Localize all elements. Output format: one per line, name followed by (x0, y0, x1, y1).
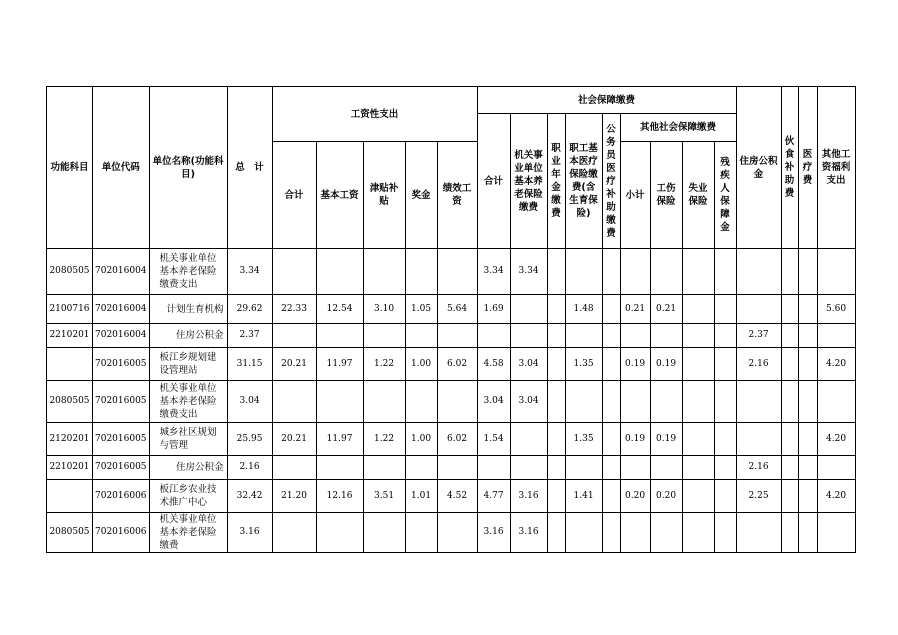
table-row (47, 348, 856, 381)
row-wage-total: 20.21 (272, 348, 316, 381)
header-name: 单位名称(功能科目) (149, 87, 227, 249)
row-pension (510, 456, 547, 480)
row-basic-wage (316, 381, 363, 423)
row-bonus: 1.05 (405, 295, 437, 324)
row-other-welfare: 4.20 (817, 423, 855, 456)
row-annuity (547, 513, 565, 553)
row-pension: 3.04 (510, 348, 547, 381)
row-unit-name: 城乡社区规划与管理 (149, 423, 227, 456)
row-other-subtotal (620, 456, 650, 480)
row-medical: 1.35 (565, 423, 602, 456)
row-code: 702016006 (93, 513, 150, 553)
row-wage-total (272, 513, 316, 553)
row-housing (736, 249, 781, 295)
row-medical (565, 381, 602, 423)
row-basic-wage (316, 324, 363, 348)
header-disability: 残疾人保障金 (714, 142, 736, 249)
header-basic-wage: 基本工资 (316, 142, 363, 249)
row-other-welfare (817, 456, 855, 480)
header-civil-medical: 公务员医疗补助缴费 (602, 114, 620, 249)
row-subject: 2100716 (47, 295, 93, 324)
row-subject: 2120201 (47, 423, 93, 456)
row-performance: 4.52 (437, 480, 477, 513)
header-other-welfare: 其他工资福利支出 (817, 87, 855, 249)
row-med-fee (798, 348, 817, 381)
row-total: 29.62 (227, 295, 272, 324)
row-subject (47, 348, 93, 381)
row-bonus (405, 513, 437, 553)
row-injury (650, 513, 682, 553)
row-med-fee (798, 480, 817, 513)
row-wage-total (272, 381, 316, 423)
row-civil-medical (602, 295, 620, 324)
row-pension: 3.16 (510, 480, 547, 513)
row-basic-wage: 11.97 (316, 348, 363, 381)
row-unit-name: 机关事业单位基本养老保险缴费 (149, 513, 227, 553)
row-total: 3.04 (227, 381, 272, 423)
row-basic-wage: 12.54 (316, 295, 363, 324)
row-med-fee (798, 249, 817, 295)
row-allowance: 1.22 (363, 423, 405, 456)
row-unemployment (682, 324, 714, 348)
row-wage-total: 20.21 (272, 423, 316, 456)
row-allowance: 3.10 (363, 295, 405, 324)
row-social-total: 3.34 (477, 249, 510, 295)
header-other-subtotal: 小计 (620, 142, 650, 249)
row-medical: 1.41 (565, 480, 602, 513)
header-performance: 绩效工资 (437, 142, 477, 249)
row-basic-wage (316, 456, 363, 480)
row-other-subtotal: 0.19 (620, 348, 650, 381)
header-annuity: 职业年金缴费 (547, 114, 565, 249)
header-social-group: 社会保障缴费 (477, 87, 736, 114)
row-code: 702016004 (93, 295, 150, 324)
row-meal (781, 480, 798, 513)
row-other-subtotal: 0.19 (620, 423, 650, 456)
header-unemployment: 失业保险 (682, 142, 714, 249)
table-row (47, 324, 856, 348)
row-civil-medical (602, 348, 620, 381)
table-row (47, 423, 856, 456)
header-medical: 职工基本医疗保险缴费(含生育保险) (565, 114, 602, 249)
row-disability (714, 480, 736, 513)
row-injury (650, 249, 682, 295)
table-row (47, 480, 856, 513)
header-total: 总 计 (227, 87, 272, 249)
header-med-fee: 医疗费 (798, 87, 817, 249)
row-unit-name: 计划生育机构 (149, 295, 227, 324)
row-bonus: 1.00 (405, 423, 437, 456)
row-housing: 2.16 (736, 456, 781, 480)
row-annuity (547, 423, 565, 456)
row-performance: 6.02 (437, 348, 477, 381)
row-unemployment (682, 456, 714, 480)
row-social-total (477, 324, 510, 348)
row-basic-wage: 11.97 (316, 423, 363, 456)
row-civil-medical (602, 480, 620, 513)
row-total: 2.37 (227, 324, 272, 348)
row-social-total: 1.54 (477, 423, 510, 456)
row-med-fee (798, 324, 817, 348)
row-meal (781, 456, 798, 480)
header-subject: 功能科目 (47, 87, 93, 249)
row-performance: 5.64 (437, 295, 477, 324)
row-allowance (363, 381, 405, 423)
row-housing: 2.16 (736, 348, 781, 381)
row-social-total: 3.04 (477, 381, 510, 423)
row-unit-name: 板江乡规划建设管理站 (149, 348, 227, 381)
row-annuity (547, 381, 565, 423)
header-housing: 住房公积金 (736, 87, 781, 249)
row-total: 25.95 (227, 423, 272, 456)
row-code: 702016004 (93, 324, 150, 348)
row-basic-wage (316, 249, 363, 295)
row-annuity (547, 295, 565, 324)
row-performance (437, 456, 477, 480)
row-civil-medical (602, 456, 620, 480)
row-subject (47, 480, 93, 513)
row-other-subtotal (620, 324, 650, 348)
row-social-total: 1.69 (477, 295, 510, 324)
header-allowance: 津贴补贴 (363, 142, 405, 249)
row-injury: 0.21 (650, 295, 682, 324)
row-pension (510, 295, 547, 324)
row-social-total: 3.16 (477, 513, 510, 553)
row-wage-total: 22.33 (272, 295, 316, 324)
row-meal (781, 249, 798, 295)
row-med-fee (798, 381, 817, 423)
row-med-fee (798, 295, 817, 324)
row-injury: 0.19 (650, 348, 682, 381)
row-housing: 2.25 (736, 480, 781, 513)
row-housing (736, 423, 781, 456)
row-housing: 2.37 (736, 324, 781, 348)
row-meal (781, 513, 798, 553)
row-bonus: 1.01 (405, 480, 437, 513)
row-annuity (547, 480, 565, 513)
row-social-total (477, 456, 510, 480)
row-housing (736, 295, 781, 324)
row-total: 2.16 (227, 456, 272, 480)
row-annuity (547, 324, 565, 348)
header-wage-total: 合计 (272, 142, 316, 249)
row-total: 3.16 (227, 513, 272, 553)
row-med-fee (798, 423, 817, 456)
row-other-subtotal: 0.21 (620, 295, 650, 324)
row-disability (714, 348, 736, 381)
row-unemployment (682, 249, 714, 295)
table-body (47, 249, 856, 553)
row-performance (437, 513, 477, 553)
row-disability (714, 295, 736, 324)
row-unemployment (682, 295, 714, 324)
row-unemployment (682, 348, 714, 381)
row-pension (510, 423, 547, 456)
table-header (47, 87, 856, 249)
row-disability (714, 249, 736, 295)
row-subject: 2210201 (47, 324, 93, 348)
row-annuity (547, 456, 565, 480)
row-other-subtotal (620, 513, 650, 553)
row-bonus (405, 381, 437, 423)
header-wage-group: 工资性支出 (272, 87, 477, 142)
row-other-welfare: 5.60 (817, 295, 855, 324)
row-injury: 0.19 (650, 423, 682, 456)
row-social-total: 4.58 (477, 348, 510, 381)
row-annuity (547, 249, 565, 295)
row-other-welfare (817, 513, 855, 553)
row-meal (781, 423, 798, 456)
row-medical (565, 249, 602, 295)
table-row (47, 456, 856, 480)
row-code: 702016006 (93, 480, 150, 513)
header-social-total: 合计 (477, 114, 510, 249)
row-subject: 2080505 (47, 249, 93, 295)
row-other-subtotal: 0.20 (620, 480, 650, 513)
row-housing (736, 381, 781, 423)
row-housing (736, 513, 781, 553)
row-performance (437, 381, 477, 423)
row-bonus (405, 249, 437, 295)
row-bonus (405, 456, 437, 480)
row-meal (781, 381, 798, 423)
row-other-welfare: 4.20 (817, 348, 855, 381)
row-unit-name: 板江乡农业技术推广中心 (149, 480, 227, 513)
row-total: 32.42 (227, 480, 272, 513)
row-subject: 2080505 (47, 381, 93, 423)
row-pension (510, 324, 547, 348)
row-pension: 3.16 (510, 513, 547, 553)
row-allowance (363, 513, 405, 553)
row-medical (565, 324, 602, 348)
row-subject: 2080505 (47, 513, 93, 553)
row-other-subtotal (620, 381, 650, 423)
header-injury: 工伤保险 (650, 142, 682, 249)
row-med-fee (798, 513, 817, 553)
row-subject: 2210201 (47, 456, 93, 480)
row-pension: 3.04 (510, 381, 547, 423)
row-other-subtotal (620, 249, 650, 295)
row-bonus: 1.00 (405, 348, 437, 381)
row-meal (781, 348, 798, 381)
row-unit-name: 机关事业单位基本养老保险缴费支出 (149, 249, 227, 295)
row-wage-total (272, 324, 316, 348)
row-civil-medical (602, 324, 620, 348)
row-code: 702016005 (93, 381, 150, 423)
row-other-welfare (817, 381, 855, 423)
row-code: 702016005 (93, 456, 150, 480)
table-row (47, 295, 856, 324)
row-unit-name: 住房公积金 (149, 324, 227, 348)
row-injury (650, 456, 682, 480)
row-social-total: 4.77 (477, 480, 510, 513)
row-injury (650, 324, 682, 348)
row-medical: 1.48 (565, 295, 602, 324)
header-code: 单位代码 (93, 87, 150, 249)
row-disability (714, 456, 736, 480)
row-total: 3.34 (227, 249, 272, 295)
row-unemployment (682, 480, 714, 513)
row-wage-total (272, 456, 316, 480)
table-row (47, 381, 856, 423)
row-medical (565, 456, 602, 480)
row-allowance: 3.51 (363, 480, 405, 513)
row-civil-medical (602, 381, 620, 423)
table-row (47, 249, 856, 295)
row-disability (714, 324, 736, 348)
row-performance (437, 324, 477, 348)
row-unit-name: 住房公积金 (149, 456, 227, 480)
row-meal (781, 324, 798, 348)
row-allowance (363, 456, 405, 480)
row-medical: 1.35 (565, 348, 602, 381)
row-basic-wage (316, 513, 363, 553)
row-injury: 0.20 (650, 480, 682, 513)
row-civil-medical (602, 423, 620, 456)
header-bonus: 奖金 (405, 142, 437, 249)
row-basic-wage: 12.16 (316, 480, 363, 513)
row-total: 31.15 (227, 348, 272, 381)
row-allowance (363, 249, 405, 295)
header-other-group: 其他社会保障缴费 (620, 114, 736, 142)
row-meal (781, 295, 798, 324)
row-civil-medical (602, 249, 620, 295)
row-other-welfare: 4.20 (817, 480, 855, 513)
row-unemployment (682, 423, 714, 456)
row-unit-name: 机关事业单位基本养老保险缴费支出 (149, 381, 227, 423)
row-performance: 6.02 (437, 423, 477, 456)
row-code: 702016004 (93, 249, 150, 295)
row-wage-total: 21.20 (272, 480, 316, 513)
row-wage-total (272, 249, 316, 295)
row-annuity (547, 348, 565, 381)
row-civil-medical (602, 513, 620, 553)
row-bonus (405, 324, 437, 348)
row-code: 702016005 (93, 348, 150, 381)
row-med-fee (798, 456, 817, 480)
table-row (47, 513, 856, 553)
row-injury (650, 381, 682, 423)
row-other-welfare (817, 249, 855, 295)
header-pension: 机关事业单位基本养老保险缴费 (510, 114, 547, 249)
row-disability (714, 381, 736, 423)
header-meal: 伙食补助费 (781, 87, 798, 249)
row-performance (437, 249, 477, 295)
row-unemployment (682, 381, 714, 423)
row-unemployment (682, 513, 714, 553)
row-other-welfare (817, 324, 855, 348)
row-allowance (363, 324, 405, 348)
row-disability (714, 513, 736, 553)
row-disability (714, 423, 736, 456)
row-medical (565, 513, 602, 553)
budget-table (46, 86, 856, 553)
row-code: 702016005 (93, 423, 150, 456)
row-allowance: 1.22 (363, 348, 405, 381)
row-pension: 3.34 (510, 249, 547, 295)
